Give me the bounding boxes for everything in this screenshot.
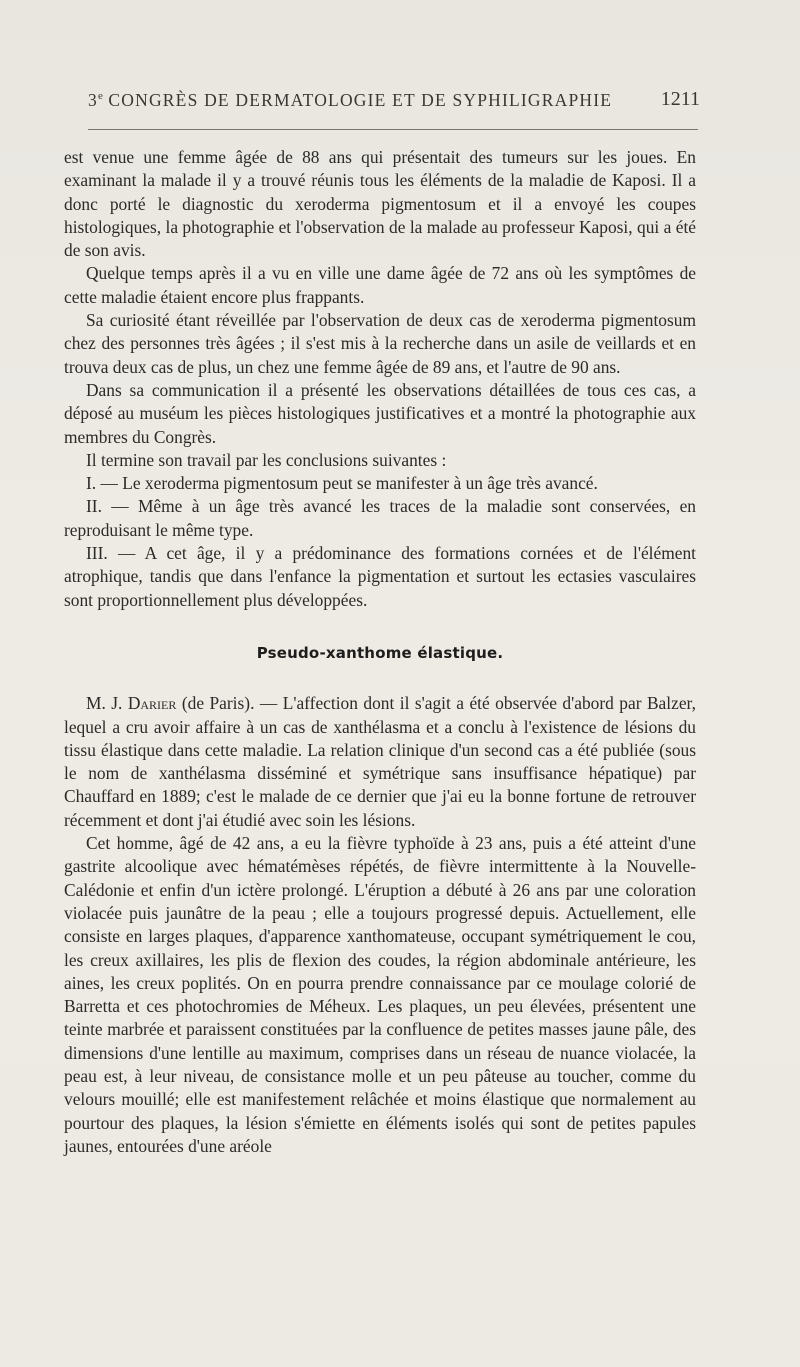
conclusion-item: I. — Le xeroderma pigmentosum peut se manifester à un âge très avancé. (86, 473, 598, 494)
header-title (88, 90, 612, 111)
paragraph: Sa curiosité étant réveillée par l'observation de deux cas de xeroderma pigmentosum chez des personnes très âgées ; il s'est mis à la recherche dans un asile de veillards et en trouva deux cas de plus, un chez une femme âgée de 89 ans, et l'autre de 90 ans. (64, 310, 696, 377)
page-number: 1211 (660, 88, 700, 110)
section-title: Pseudo-xanthome élastique. (256, 643, 504, 662)
paragraph-text: L'affection dont il s'agit a été observée d'abord par Balzer, lequel a cru avoir affaire à un cas de xanthélasma et a conclu à l'existence de lésions du tissu élastique dans cette maladie. La relation clinique d'un second cas a été publiée (sous le nom de xanthélasma disséminé et symétrique sans insuffisance hépatique) par Chauffard en 1889; c'est le malade de ce dernier que j'ai eu la bonne fortune de retrouver récemment et dont j'ai étudié avec soin les lésions. (64, 693, 696, 830)
body-text (64, 146, 696, 1158)
conclusion-item: III. — A cet âge, il y a prédominance des formations cornées et de l'élément atrophique, tandis que dans l'enfance la pigmentation et surtout les ectasies vasculaires sont proportionnellement plus développées. (64, 543, 696, 610)
paragraph (64, 692, 696, 832)
header-title-text: CONGRÈS DE DERMATOLOGIE ET DE SYPHILIGRAPHIE (108, 90, 613, 110)
paragraph: Cet homme, âgé de 42 ans, a eu la fièvre typhoïde à 23 ans, puis a été atteint d'une gastrite alcoolique avec hématémèses répétés, de fièvre intermittente à la Nouvelle-Calédonie et enfin d'un ictère prolongé. L'éruption a débuté à 26 ans par une coloration violacée puis jaunâtre de la peau ; elle a toujours progressé depuis. Actuellement, elle consiste en larges plaques, d'apparence xanthomateuse, occupant symétriquement le cou, les creux axillaires, les plis de flexion des coudes, la région abdominale antérieure, les aines, les creux poplités. On en pourra prendre connaissance par ce moulage colorié de Barretta et ces photochromies de Méheux. Les plaques, un peu élevées, présentent une teinte marbrée et paraissent constituées par la confluence de petites masses jaune pâle, des dimensions d'une lentille au maximum, comprises dans un réseau de nuance violacée, la peau est, à leur niveau, de consistance molle et un peu pâteuse au toucher, comme du velours mouillé; elle est manifestement relâchée et moins élastique que normalement au pourtour des plaques, la lésion s'émiette en éléments isolés qui sont de petites papules jaunes, entourées d'une aréole (64, 833, 696, 1156)
running-header (88, 88, 702, 118)
paragraph: Il termine son travail par les conclusions suivantes : (86, 449, 447, 470)
paragraph: est venue une femme âgée de 88 ans qui présentait des tumeurs sur les joues. En examinant la malade il y a trouvé réunis tous les éléments de la maladie de Kaposi. Il a donc porté le diagnostic du xeroderma pigmentosum et il a envoyé les coupes histologiques, la photographie et l'observation de la malade au professeur Kaposi, qui a été de son avis. (64, 147, 696, 261)
author-suffix: (de Paris). — (176, 693, 283, 714)
header-ordinal-sup: e (97, 90, 103, 103)
paragraph: Dans sa communication il a présenté les observations détaillées de tous ces cas, a déposé au muséum les pièces histologiques justificatives et a montré la photographie aux membres du Congrès. (64, 379, 696, 447)
author-name: Darier (127, 693, 177, 714)
header-rule (88, 129, 698, 130)
header-ordinal: 3 (88, 90, 98, 110)
conclusion-item: II. — Même à un âge très avancé les traces de la maladie sont conservées, en reproduisant le même type. (64, 496, 696, 540)
author-prefix: M. J. (86, 693, 128, 714)
paragraph: Quelque temps après il a vu en ville une dame âgée de 72 ans où les symptômes de cette maladie étaient encore plus frappants. (64, 263, 696, 307)
